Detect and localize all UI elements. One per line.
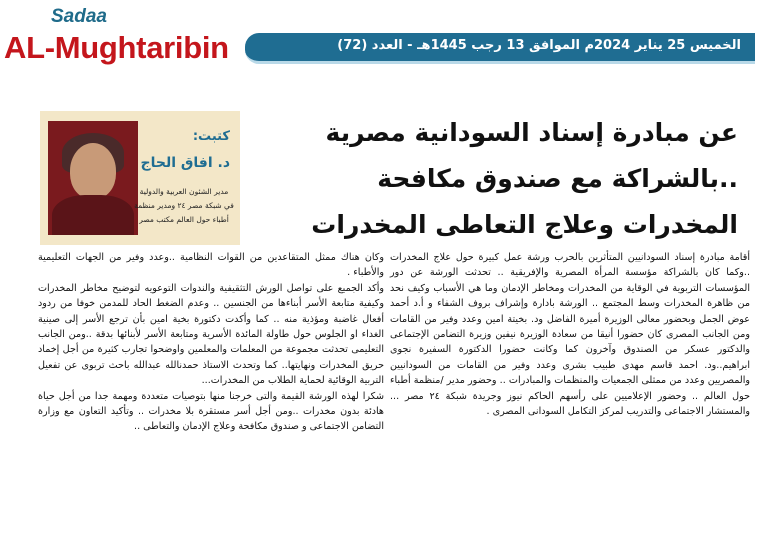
article-paragraph: أقامة مبادرة إسناد السودانيين المتأثرين بالحرب ورشة عمل كبيرة حول علاج المخدرات ..وكما كان بالشراكة مؤسسة المرأة المصرية والإفريقية .. تحدثت الورشة عن دور المؤسسات التربوية في الوقاية من المخدرات ومخاطر الإدمان وما هي الأسباب وكيف نحد من ظاهرة المخدرات وسط المجتمع .. الورشة بادارة وإشراف بروف الشفاء و أ.د أحمد عوض الجمل وبحضور معالى الوزيرة أميرة الفاضل ود. بخيتة امين وعدد وفير من القامات ومن الجانب المصرى كان حضورا أنيقا من سعادة الوزيرة نيفين وزيرة التضامن الإجتماعى والدكتور عسكر من الصندوق وآخرون كما وكانت حضورا الدكتورة السفيرة نجوى ابراهيم..ود. احمد قاسم مهدى طبيب بشرى وعدد وفير من القامات من السودانيين والمصريين وعدد من ممثلى الجمعيات والمنظمات والمبادرات .. وحضور مدير /منظمة أطباء حول العالم .. وحضور الإعلاميين على رأسهم الحاكم نيوز وجريدة شبكة ٢٤ مصر ... والمستشار الاجتماعى والتدريب لمركز التكامل السودانى المصرى . (390, 252, 750, 418)
author-description: مدير الشئون العربية والدولية في شبكة مصر ٢٤ ومدير منظمة أطباء حول العالم مكتب مصر (134, 187, 234, 224)
headline-line-1: عن مبادرة إسناد السودانية مصرية (325, 118, 738, 147)
author-name: د. افاق الحاج (140, 155, 230, 171)
article-column-right (390, 250, 750, 419)
logo-title-top: Sadaa (51, 6, 107, 27)
author-box (40, 111, 240, 245)
author-photo (48, 121, 138, 235)
headline-line-3: المخدرات وعلاج التعاطى المخدرات (311, 210, 738, 239)
issue-date-text: الخميس 25 يناير 2024م الموافق 13 رجب 1445هـ - العدد (72) (337, 38, 741, 53)
article-paragraph: وكان هناك ممثل المتقاعدين من القوات النظامية ..وعدد وفير من الجهات التعليمية والأطباء . (38, 252, 384, 279)
article-paragraph: شكرا لهذه الورشة القيمة والتى خرجنا منها بتوصيات متعددة ومهمة جدا من أجل حياة هادئة بدون مخدرات ..ومن أجل أسر مستقرة بلا مخدرات .. وتأكيد التعاون مع وزارة التضامن الاجتماعى و صندوق مكافحة وعلاج الإدمان والتعاطى .. (38, 390, 384, 433)
headline-line-2: ..بالشراكة مع صندوق مكافحة (377, 164, 738, 193)
article-paragraph: وأكد الجميع على تواصل الورش التثقيفية والندوات التوعويه لتوضيح مخاطر المخدرات وكيفية متابعة الأسر أبناءها من الجنسين .. وعدم الضغط الحاد للمدمن خوفا من ردود أفعال غاضبة ومؤذية منه .. كما وأكدت دكتورة بخية امين بأن ترجع الأسر إلى صينية الغداء او الجلوس حول طاولة المائدة الأسرية ومتابعة الأسر لأبنائها بدقة ..ومن الجانب التعليمى تحدثت مجموعة من المعلمات والمعلمين واوضحوا تجارب كثيرة من أجل إخماد حريق المخدرات ونهايتها.. كما وتحدث الاستاذ حمدنالله عبدالله باحث تربوى عن تفعيل التربية الوقائية لحماية الطلاب من المخدرات... (38, 282, 384, 387)
issue-date-bar (245, 33, 755, 64)
masthead-logo (4, 4, 234, 74)
author-label: كتبت: (192, 129, 230, 144)
logo-title-main: AL-Mughtaribin (4, 30, 229, 65)
article-column-left (38, 250, 384, 435)
